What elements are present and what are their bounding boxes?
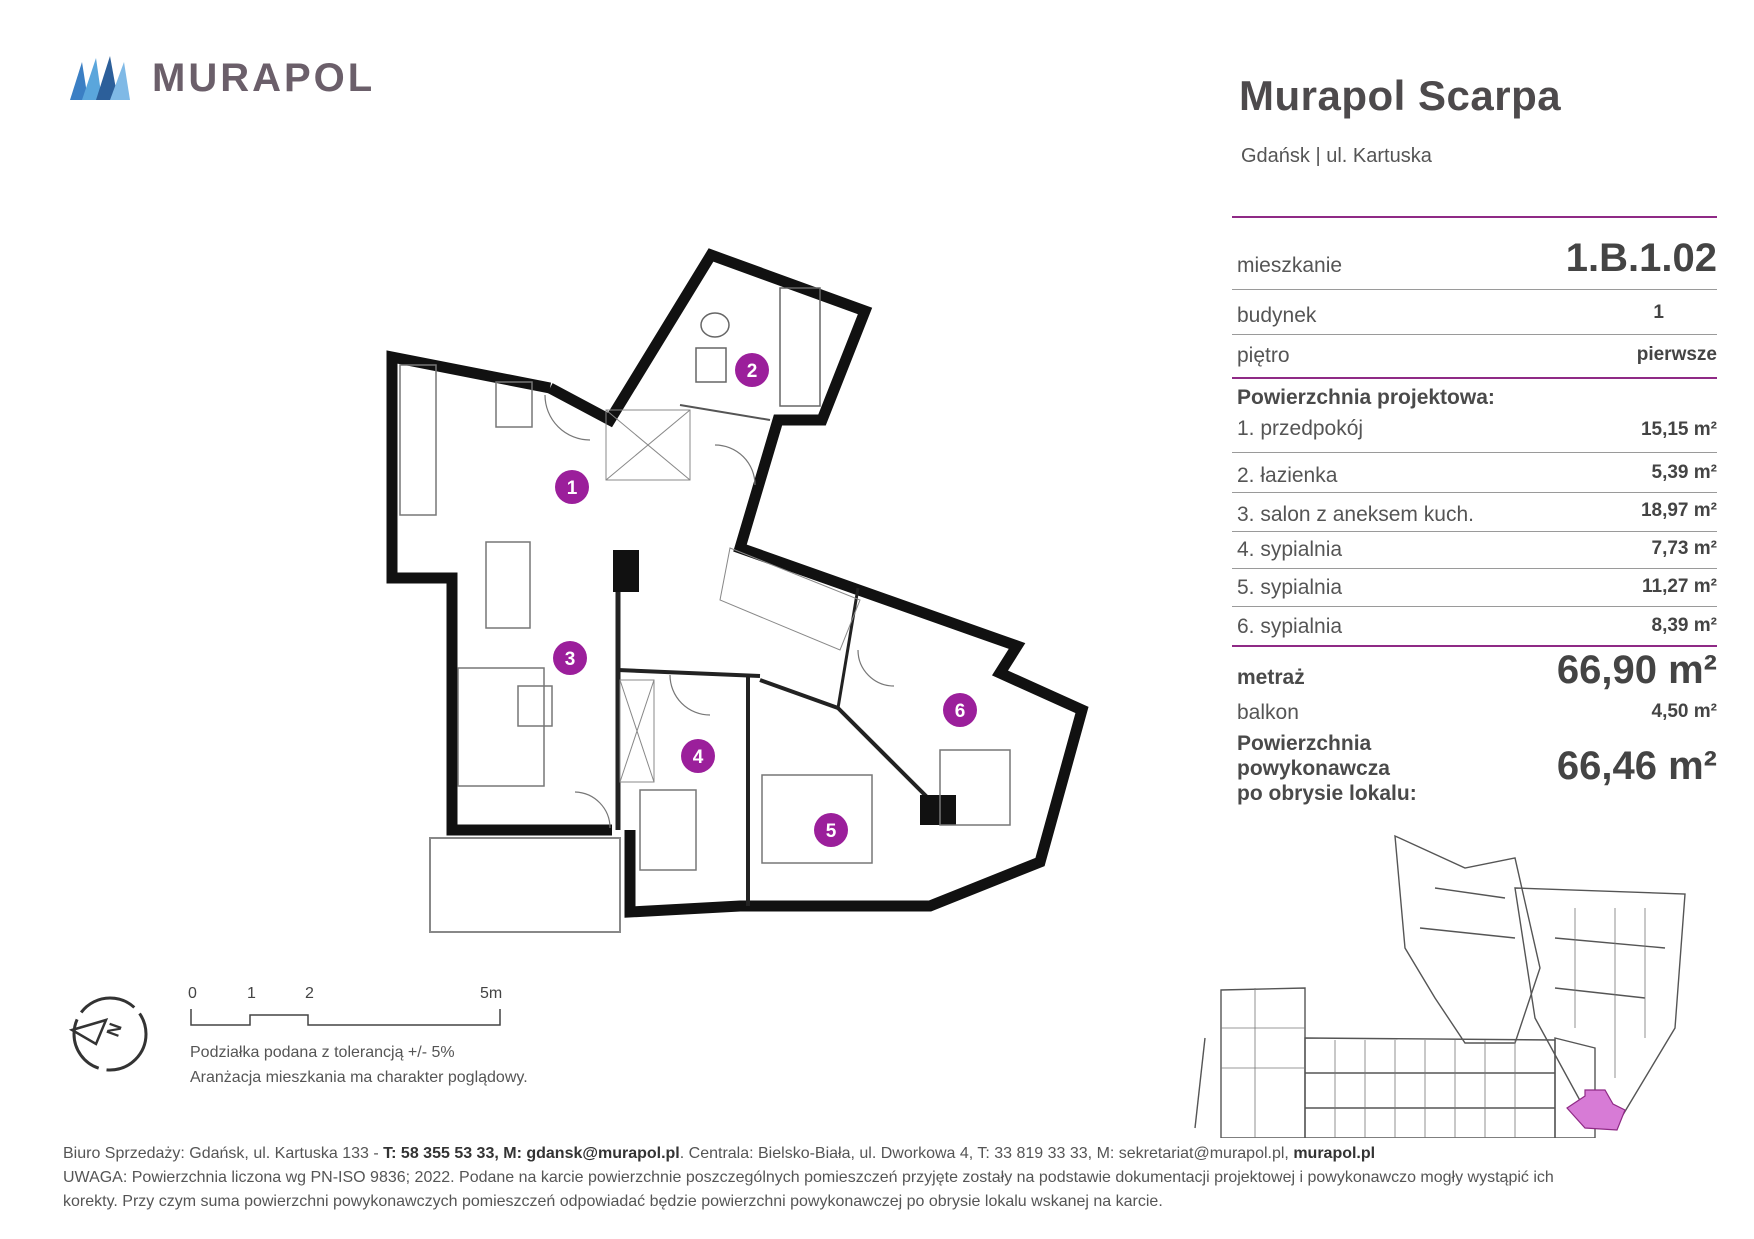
arrangement-note: Aranżacja mieszkania ma charakter poglądowy. — [190, 1069, 528, 1086]
divider — [1232, 645, 1717, 647]
room-marker-number: 6 — [954, 701, 966, 722]
floor-plan — [370, 240, 1120, 940]
room-label: 3. salon z aneksem kuch. — [1237, 503, 1474, 526]
room-marker-number: 2 — [746, 361, 758, 382]
room-label: 2. łazienka — [1237, 464, 1338, 487]
project-title: Murapol Scarpa — [1239, 72, 1562, 119]
footer — [63, 1142, 1703, 1214]
room-label: 1. przedpokój — [1237, 417, 1364, 440]
divider — [1232, 452, 1717, 453]
balcony-value: 4,50 m² — [1651, 701, 1717, 722]
room-area: 8,39 m² — [1651, 615, 1717, 636]
key-plan — [1175, 828, 1715, 1138]
column — [613, 550, 639, 592]
exterior-wall — [392, 357, 612, 830]
room-label: 4. sypialnia — [1237, 538, 1343, 561]
room-area: 15,15 m² — [1640, 419, 1717, 440]
building-value: 1 — [1653, 302, 1664, 323]
scale-bar — [180, 985, 510, 1030]
apartment-label: mieszkanie — [1237, 254, 1343, 277]
scale-tolerance-note: Podziałka podana z tolerancją +/- 5% — [190, 1044, 455, 1061]
divider — [1232, 334, 1717, 335]
total-area-value: 66,90 m² — [1556, 648, 1717, 692]
building-label: budynek — [1237, 304, 1317, 327]
footer-contact-line: Biuro Sprzedaży: Gdańsk, ul. Kartuska 133 - T: 58 355 53 33, M: gdansk@murapol.pl. Centrala: Bielsko-Biała, ul. Dworkowa 4, T: 33 819 33 33, M: sekretariat@murapol.pl, murapol.pl — [63, 1145, 1376, 1162]
design-area-heading: Powierzchnia projektowa: — [1237, 386, 1495, 409]
asbuilt-label-line: Powierzchnia — [1237, 732, 1372, 755]
balcony-label: balkon — [1237, 701, 1299, 724]
balcony — [430, 838, 620, 932]
north-arrow-icon — [68, 992, 152, 1076]
website-link[interactable]: murapol.pl — [1293, 1145, 1376, 1162]
room-area: 7,73 m² — [1651, 538, 1717, 559]
room-label: 5. sypialnia — [1237, 576, 1343, 599]
footer-disclaimer: korekty. Przy czym suma powierzchni powykonawczych pomieszczeń odpowiadać będzie powierzchni powykonawczej po obrysie lokalu wskanej na karcie. — [63, 1193, 1163, 1210]
sales-office-contact: T: 58 355 53 33, M: gdansk@murapol.pl — [383, 1145, 680, 1162]
room-area: 5,39 m² — [1651, 462, 1717, 483]
divider — [1232, 606, 1717, 607]
room-label: 6. sypialnia — [1237, 615, 1343, 638]
divider — [1232, 377, 1717, 379]
project-address: Gdańsk | ul. Kartuska — [1241, 145, 1432, 167]
logo-wordmark: MURAPOL — [152, 56, 376, 100]
scale-tick-label: 2 — [305, 985, 314, 1002]
floor-label: piętro — [1237, 344, 1290, 367]
divider — [1232, 531, 1717, 532]
divider — [1232, 216, 1717, 218]
scale-tick-label: 5m — [480, 985, 503, 1002]
key-plan-highlight — [1567, 1090, 1625, 1130]
asbuilt-label-line: po obrysie lokalu: — [1237, 782, 1417, 805]
scale-ruler — [190, 1007, 502, 1027]
room-area: 18,97 m² — [1640, 500, 1717, 521]
column — [920, 795, 956, 825]
scale-tick-label: 0 — [188, 985, 197, 1002]
apartment-number: 1.B.1.02 — [1565, 236, 1717, 280]
floor-value: pierwsze — [1636, 344, 1717, 365]
murapol-logo — [68, 54, 376, 104]
divider — [1232, 492, 1717, 493]
room-marker-number: 3 — [564, 649, 576, 670]
compass-letter: N — [102, 1020, 126, 1040]
room-marker-number: 1 — [566, 478, 578, 499]
asbuilt-area-value: 66,46 m² — [1556, 744, 1717, 788]
room-area: 11,27 m² — [1642, 576, 1717, 597]
footer-disclaimer: UWAGA: Powierzchnia liczona wg PN-ISO 9836; 2022. Podane na karcie powierzchnie poszczególnych pomieszczeń przyjęte zostały na podstawie dokumentacji projektowej i powykonawczo mogły wystąpić ich — [63, 1169, 1554, 1186]
room-marker-number: 4 — [692, 747, 704, 768]
total-area-label: metraż — [1237, 666, 1305, 689]
room-marker-number: 5 — [825, 821, 837, 842]
scale-tick-label: 1 — [247, 985, 256, 1002]
asbuilt-label-line: powykonawcza — [1237, 757, 1390, 780]
divider — [1232, 289, 1717, 290]
murapol-logo-icon — [68, 54, 138, 102]
divider — [1232, 568, 1717, 569]
